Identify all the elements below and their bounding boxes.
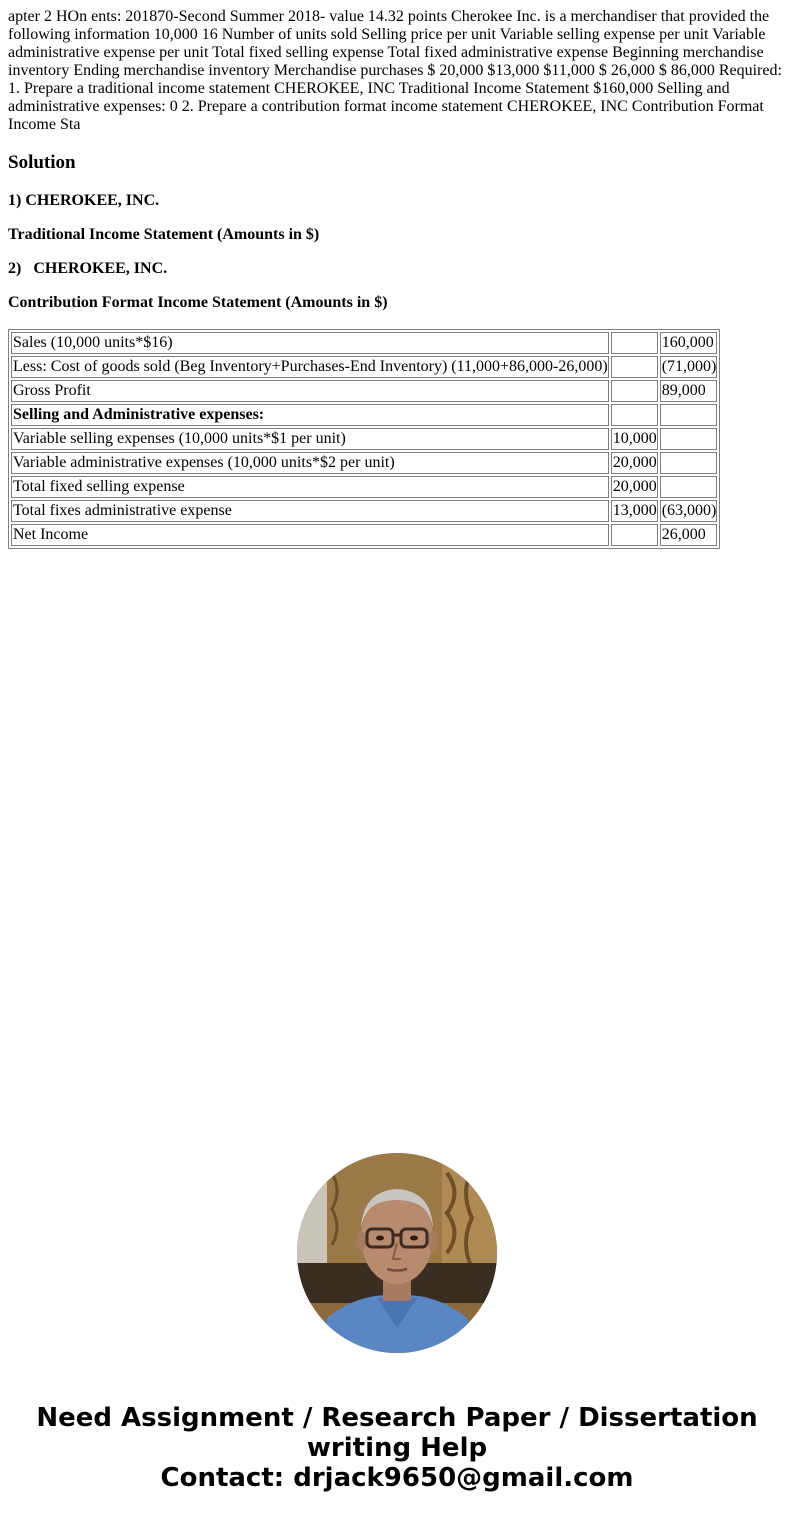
row-label: Selling and Administrative expenses:	[11, 404, 609, 426]
row-subtotal	[611, 380, 658, 402]
row-subtotal: 13,000	[611, 500, 658, 522]
row-amount: 89,000	[660, 380, 718, 402]
table-row	[11, 452, 717, 474]
table-row	[11, 524, 717, 546]
row-subtotal	[611, 332, 658, 354]
row-subtotal	[611, 356, 658, 378]
income-statement-table	[8, 329, 720, 549]
part2-subtitle: Contribution Format Income Statement (Amounts in $)	[8, 294, 388, 311]
table-row	[11, 332, 717, 354]
row-label: Variable selling expenses (10,000 units*$1 per unit)	[11, 428, 609, 450]
row-amount	[660, 404, 718, 426]
solution-heading: Solution	[8, 152, 76, 173]
row-amount	[660, 476, 718, 498]
row-amount	[660, 452, 718, 474]
table-row	[11, 476, 717, 498]
row-label: Total fixes administrative expense	[11, 500, 609, 522]
row-amount: 26,000	[660, 524, 718, 546]
row-amount: (63,000)	[660, 500, 718, 522]
table-row	[11, 356, 717, 378]
part1-title: 1) CHEROKEE, INC.	[8, 192, 160, 209]
row-subtotal	[611, 404, 658, 426]
part2-title: 2) CHEROKEE, INC.	[8, 260, 168, 277]
row-label: Total fixed selling expense	[11, 476, 609, 498]
table-row	[11, 404, 717, 426]
row-label: Sales (10,000 units*$16)	[11, 332, 609, 354]
row-label: Net Income	[11, 524, 609, 546]
row-amount: (71,000)	[660, 356, 718, 378]
promo-line-1: Need Assignment / Research Paper / Dissertation	[36, 1403, 758, 1433]
row-label: Less: Cost of goods sold (Beg Inventory+Purchases-End Inventory) (11,000+86,000-26,000)	[11, 356, 609, 378]
row-label: Gross Profit	[11, 380, 609, 402]
promo-line-2: writing Help	[306, 1433, 488, 1463]
question-text: apter 2 HOn ents: 201870-Second Summer 2018- value 14.32 points Cherokee Inc. is a merchandiser that provided the following information 10,000 16 Number of units sold Selling price per unit Variable selling expense per unit Variable administrative expense per unit Total fixed selling expense Total fixed administrative expense Beginning merchandise inventory Ending merchandise inventory Merchandise purchases $ 20,000 $13,000 $11,000 $ 26,000 $ 86,000 Required: 1. Prepare a traditional income statement CHEROKEE, INC Traditional Income Statement $160,000 Selling and administrative expenses: 0 2. Prepare a contribution format income statement CHEROKEE, INC Contribution Format Income Sta	[8, 8, 782, 133]
table-row	[11, 500, 717, 522]
table-row	[11, 428, 717, 450]
row-label: Variable administrative expenses (10,000 units*$2 per unit)	[11, 452, 609, 474]
row-amount	[660, 428, 718, 450]
promo-banner	[0, 1403, 794, 1493]
row-subtotal: 10,000	[611, 428, 658, 450]
row-subtotal	[611, 524, 658, 546]
row-subtotal: 20,000	[611, 476, 658, 498]
promo-contact-email[interactable]: Contact: drjack9650@gmail.com	[160, 1463, 634, 1493]
table-row	[11, 380, 717, 402]
row-subtotal: 20,000	[611, 452, 658, 474]
row-amount: 160,000	[660, 332, 718, 354]
author-avatar	[297, 1153, 497, 1353]
part1-subtitle: Traditional Income Statement (Amounts in $)	[8, 226, 320, 243]
